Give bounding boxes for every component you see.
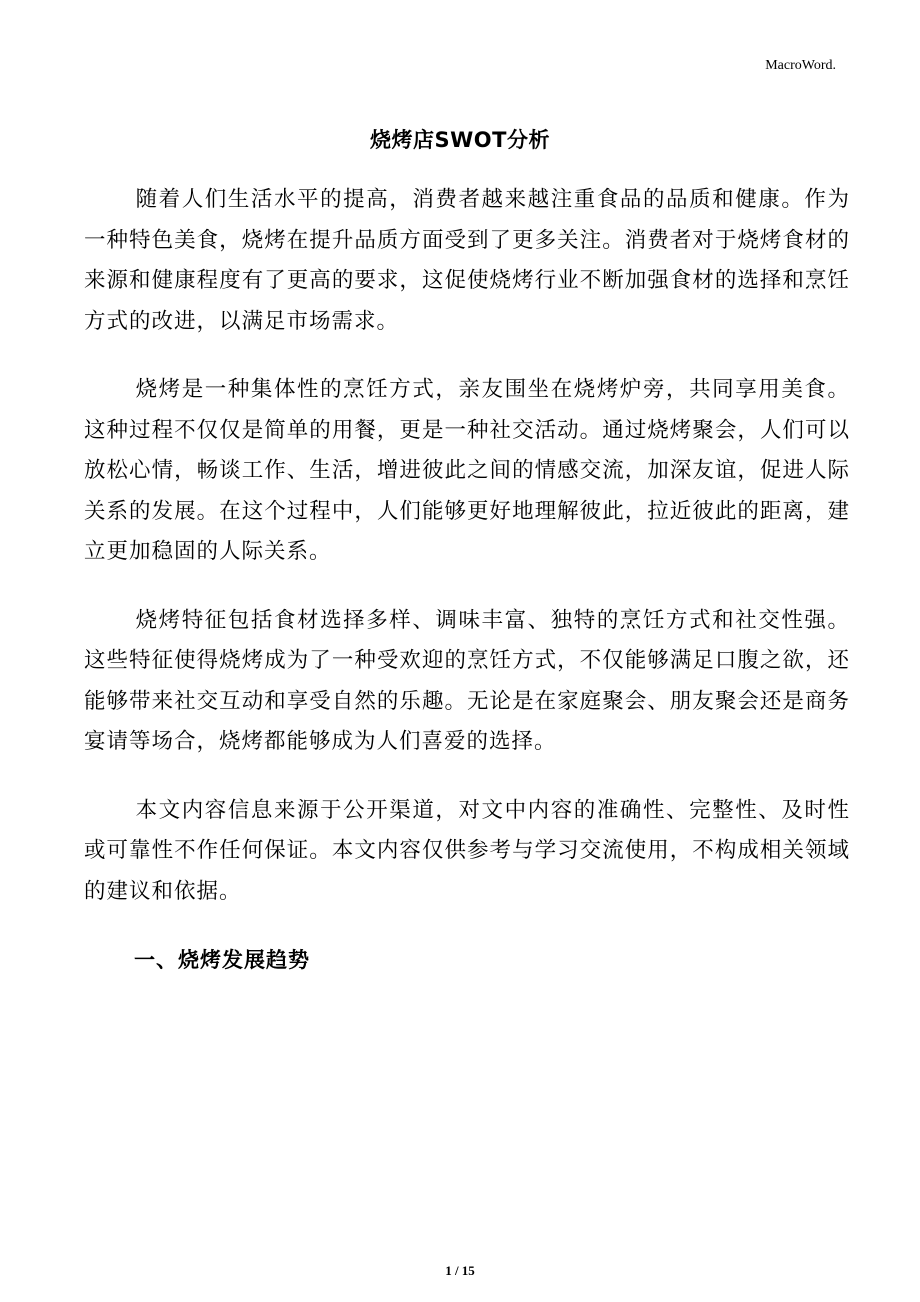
document-body: [84, 180, 850, 980]
paragraph-4: 本文内容信息来源于公开渠道，对文中内容的准确性、完整性、及时性或可靠性不作任何保证。本文内容仅供参考与学习交流使用，不构成相关领域的建议和依据。: [84, 797, 850, 904]
paragraph-1: 随着人们生活水平的提高，消费者越来越注重食品的品质和健康。作为一种特色美食，烧烤在提升品质方面受到了更多关注。消费者对于烧烤食材的来源和健康程度有了更高的要求，这促使烧烤行业不断加强食材的选择和烹饪方式的改进，以满足市场需求。: [84, 187, 850, 334]
page-number: 1 / 15: [445, 1263, 475, 1278]
paragraph-2: 烧烤是一种集体性的烹饪方式，亲友围坐在烧烤炉旁，共同享用美食。这种过程不仅仅是简单的用餐，更是一种社交活动。通过烧烤聚会，人们可以放松心情，畅谈工作、生活，增进彼此之间的情感交流，加深友谊，促进人际关系的发展。在这个过程中，人们能够更好地理解彼此，拉近彼此的距离，建立更加稳固的人际关系。: [84, 377, 850, 564]
document-title: 烧烤店SWOT分析: [370, 128, 550, 152]
paragraph-3: 烧烤特征包括食材选择多样、调味丰富、独特的烹饪方式和社交性强。这些特征使得烧烤成为了一种受欢迎的烹饪方式，不仅能够满足口腹之欲，还能够带来社交互动和享受自然的乐趣。无论是在家庭聚会、朋友聚会还是商务宴请等场合，烧烤都能够成为人们喜爱的选择。: [84, 607, 850, 754]
header-brand: MacroWord.: [765, 58, 836, 73]
section-heading: 一、烧烤发展趋势: [134, 948, 310, 972]
